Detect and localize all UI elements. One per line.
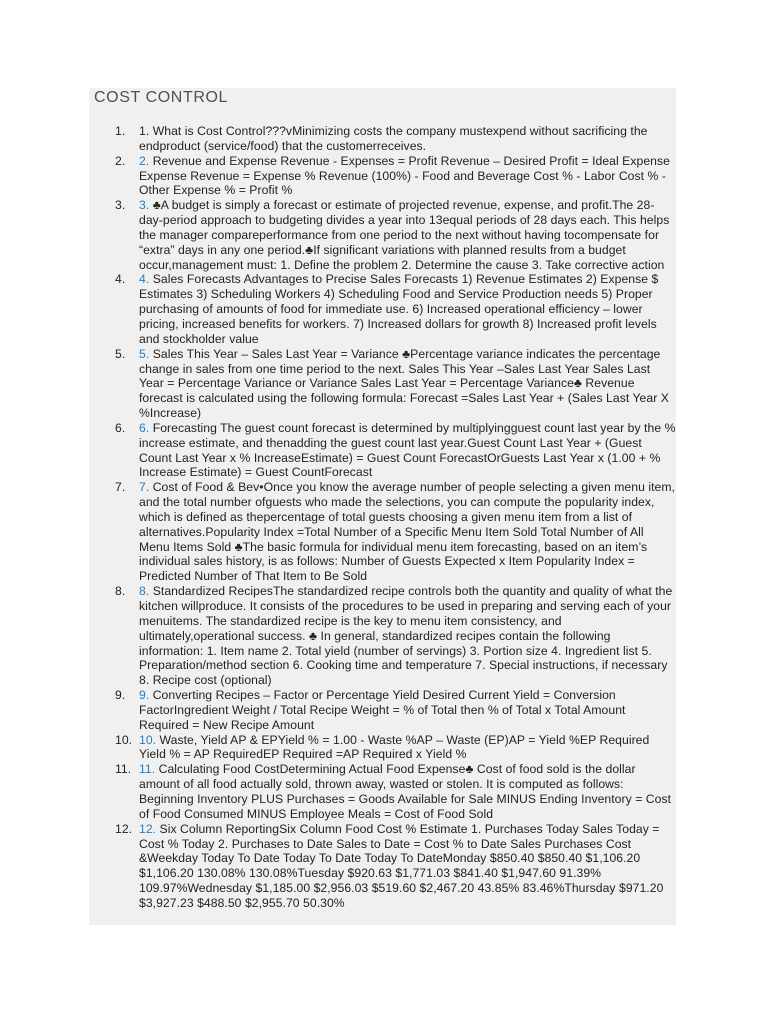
list-item xyxy=(89,347,676,421)
list-item xyxy=(89,584,676,688)
item-number: 10. xyxy=(115,732,133,747)
list-item xyxy=(89,688,676,733)
item-link[interactable]: 10. xyxy=(139,732,157,747)
item-text: 1. What is Cost Control???vMinimizing costs the company mustexpend without sacrificing the endproduct (service/food) that the customerreceives. xyxy=(139,124,648,153)
item-link[interactable]: 4. xyxy=(139,272,150,287)
item-text: Cost of Food & Bev•Once you know the average number of people selecting a given menu item, and the total number ofguests who made the selections, you can compute the popularity index, which is defined as thepercentage of total guests choosing a given menu item from a list of alternatives.Popularity Index =Total Number of a Specific Menu Item Sold Total Number of All Menu Items Sold ♣The basic formula for individual menu item forecasting, based on an item’s individual sales history, is as follows: Number of Guests Expected x Item Popularity Index = Predicted Number of That Item to Be Sold xyxy=(139,480,675,584)
item-number: 3. xyxy=(115,198,126,213)
list-item xyxy=(89,421,676,480)
list-item xyxy=(89,822,676,911)
item-text: Calculating Food CostDetermining Actual Food Expense♣ Cost of food sold is the dollar amount of all food actually sold, thrown away, wasted or stolen. It is computed as follows: Beginning Inventory PLUS Purchases = Goods Available for Sale MINUS Ending Inventory = Cost of Food Consumed MINUS Employee Meals = Cost of Food Sold xyxy=(139,762,672,821)
item-link[interactable]: 3. xyxy=(139,198,150,213)
item-text: Waste, Yield AP & EPYield % = 1.00 - Waste %AP – Waste (EP)AP = Yield %EP Required Yield % = AP RequiredEP Required =AP Required x Yield % xyxy=(139,732,650,762)
item-link[interactable]: 6. xyxy=(139,420,150,435)
item-text: Sales This Year – Sales Last Year = Variance ♣Percentage variance indicates the percentage change in sales from one time period to the next. Sales This Year –Sales Last Year Sales Last Year = Percentage Variance or Variance Sales Last Year = Percentage Variance♣ Revenue forecast is calculated using the following formula: Forecast =Sales Last Year + (Sales Last Year X %Increase) xyxy=(139,346,669,421)
item-number: 2. xyxy=(115,153,126,168)
item-number: 7. xyxy=(115,480,126,495)
item-text: Forecasting The guest count forecast is determined by multiplyingguest count last year by the % increase estimate, and thenadding the guest count last year.Guest Count Last Year + (Guest Count Last Year x % IncreaseEstimate) = Guest Count ForecastOrGuests Last Year x (1.00 + % Increase Estimate) = Guest CountForecast xyxy=(139,420,676,480)
item-text: Six Column ReportingSix Column Food Cost % Estimate 1. Purchases Today Sales Today = Cost % Today 2. Purchases to Date Sales to Date = Cost % to Date Sales Purchases Cost &Weekday Today To Date Today To Date Today To DateMonday $850.40 $850.40 $1,106.20 $1,106.20 130.08% 130.08%Tuesday $920.63 $1,771.03 $841.40 $1,947.60 91.39% 109.97%Wednesday $1,185.00 $2,956.03 $519.60 $2,467.20 43.85% 83.46%Thursday $971.20 $3,927.23 $488.50 $2,955.70 50.30% xyxy=(139,821,664,910)
item-number: 8. xyxy=(115,584,126,599)
list-item xyxy=(89,198,676,272)
item-link[interactable]: 11. xyxy=(139,762,156,777)
item-text: Sales Forecasts Advantages to Precise Sales Forecasts 1) Revenue Estimates 2) Expense $ Estimates 3) Scheduling Workers 4) Scheduling Food and Service Production needs 5) Proper purchasing of amounts of food for immediate use. 6) Increased operational efficiency – lower pricing, increased benefits for workers. 7) Increased dollars for growth 8) Increased profit levels and stockholder value xyxy=(139,272,659,346)
item-link[interactable]: 8. xyxy=(139,584,150,599)
list-item xyxy=(89,480,676,584)
item-number: 6. xyxy=(115,420,126,435)
numbered-item-list xyxy=(89,124,676,911)
item-link[interactable]: 5. xyxy=(139,346,150,361)
list-item xyxy=(89,124,676,154)
list-item xyxy=(89,733,676,763)
item-number: 9. xyxy=(115,688,126,703)
list-item xyxy=(89,272,676,346)
document-title: COST CONTROL xyxy=(94,89,229,106)
item-link[interactable]: 2. xyxy=(139,153,150,168)
item-link[interactable]: 7. xyxy=(139,480,150,495)
item-text: ♣A budget is simply a forecast or estimate of projected revenue, expense, and profit.The 28-day-period approach to budgeting divides a year into 13equal periods of 28 days each. This helps the manager compareperformance from one period to the next without having tocompensate for “extra” days in any one period.♣If significant variations with planned results from a budget occur,management must: 1. Define the problem 2. Determine the cause 3. Take corrective action xyxy=(139,198,670,272)
item-text: Revenue and Expense Revenue - Expenses = Profit Revenue – Desired Profit = Ideal Expense Expense Revenue = Expense % Revenue (100%) - Food and Beverage Cost % - Labor Cost % - Other Expense % = Profit % xyxy=(139,153,670,198)
document-sheet xyxy=(89,88,676,925)
item-link[interactable]: 9. xyxy=(139,688,150,703)
item-number: 4. xyxy=(115,272,126,287)
list-item xyxy=(89,762,676,821)
list-item xyxy=(89,154,676,199)
item-number: 12. xyxy=(115,821,133,836)
item-number: 5. xyxy=(115,346,126,361)
item-text: Converting Recipes – Factor or Percentage Yield Desired Current Yield = Conversion FactorIngredient Weight / Total Recipe Weight = % of Total then % of Total x Total Amount Required = New Recipe Amount xyxy=(139,688,626,732)
item-text: Standardized RecipesThe standardized recipe controls both the quantity and quality of what the kitchen willproduce. It consists of the procedures to be used in preparing and serving each of your menuitems. The standardized recipe is the key to menu item consistency, and ultimately,operational success. ♣ In general, standardized recipes contain the following information: 1. Item name 2. Total yield (number of servings) 3. Portion size 4. Ingredient list 5. Preparation/method section 6. Cooking time and temperature 7. Special instructions, if necessary 8. Recipe cost (optional) xyxy=(139,584,673,688)
item-number: 11. xyxy=(115,762,132,777)
item-number: 1. xyxy=(115,124,126,138)
item-link[interactable]: 12. xyxy=(139,821,157,836)
